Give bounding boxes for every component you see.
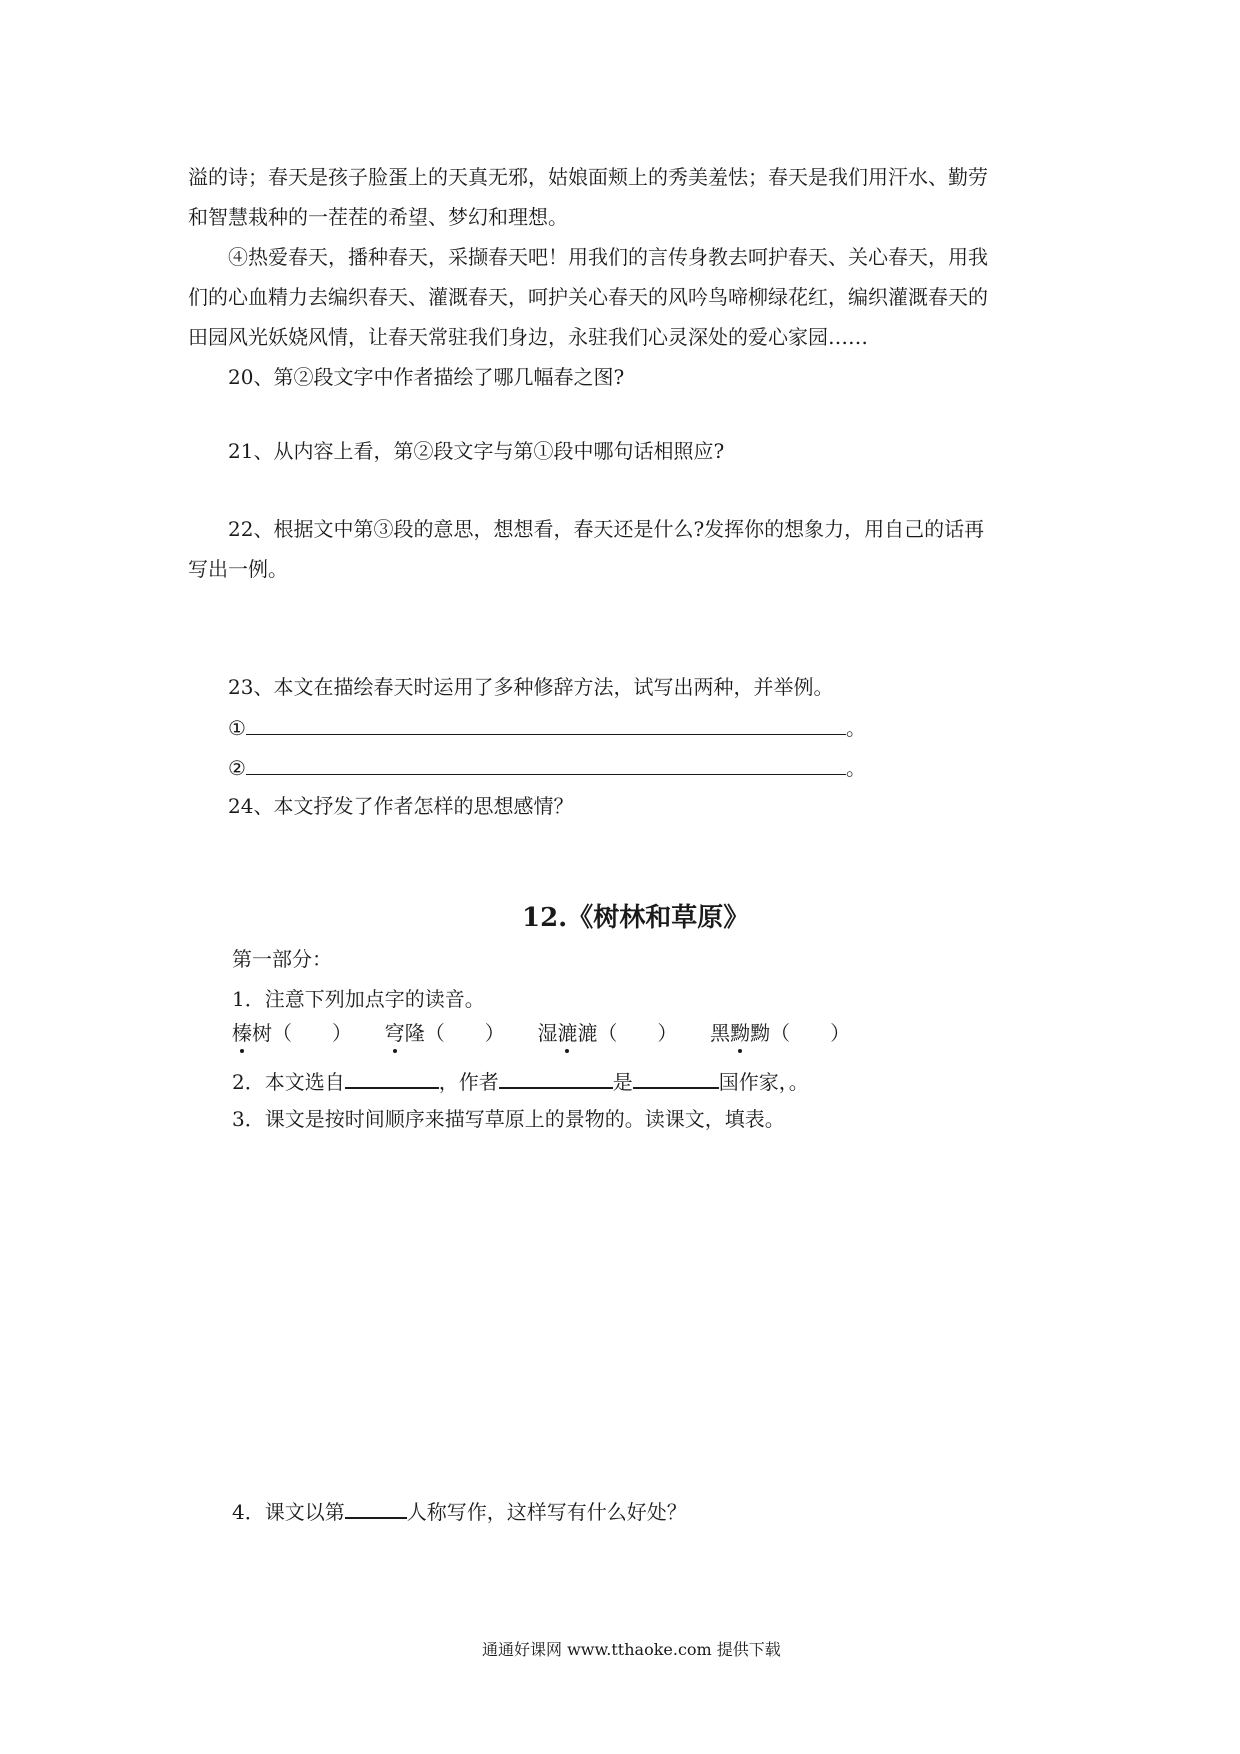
answer-line-2 [228, 752, 866, 782]
pinyin-item: 穹隆（ ） [384, 1021, 505, 1045]
page-footer: 通通好课网 www.tthaoke.com 提供下载 [482, 1640, 781, 1659]
dotted-char: 漉 [557, 1021, 578, 1045]
item-2: 2．本文选自 ，作者 是 国作家，。 [232, 1065, 809, 1096]
dotted-char: 穹 [384, 1021, 405, 1045]
question-21: 21、从内容上看，第②段文字与第①段中哪句话相照应? [228, 439, 725, 463]
dotted-char: 黝 [730, 1021, 751, 1045]
answer-parens[interactable]: （ ） [597, 1021, 678, 1045]
passage-line: 和智慧栽种的一茬茬的希望、梦幻和理想。 [188, 205, 568, 229]
answer-blank-1[interactable] [246, 712, 846, 735]
answer-parens[interactable]: （ ） [272, 1021, 352, 1045]
question-20: 20、第②段文字中作者描绘了哪几幅春之图? [228, 365, 625, 389]
passage-line: 溢的诗；春天是孩子脸蛋上的天真无邪，姑娘面颊上的秀美羞怯；春天是我们用汗水、勤劳 [188, 165, 988, 189]
question-22: 22、根据文中第③段的意思，想想看，春天还是什么?发挥你的想象力，用自己的话再 [228, 517, 985, 541]
section-title: 12.《树林和草原》 [522, 903, 750, 933]
person-blank[interactable] [345, 1495, 407, 1519]
pinyin-item: 黑黝黝（ ） [710, 1021, 851, 1045]
author-blank[interactable] [499, 1065, 613, 1089]
part-label: 第一部分： [232, 947, 332, 971]
answer-end-1: 。 [845, 716, 866, 740]
passage-line: 们的心血精力去编织春天、灌溉春天，呵护关心春天的风吟鸟啼柳绿花红，编织灌溉春天的 [188, 285, 988, 309]
answer-line-1 [228, 712, 866, 742]
dotted-char: 榛 [232, 1021, 252, 1045]
item-3: 3．课文是按时间顺序来描写草原上的景物的。读课文，填表。 [232, 1107, 785, 1131]
item-1: 1．注意下列加点字的读音。 [232, 987, 485, 1011]
question-24: 24、本文抒发了作者怎样的思想感情？ [228, 794, 574, 818]
pinyin-item: 湿漉漉（ ） [537, 1021, 678, 1045]
question-23: 23、本文在描绘春天时运用了多种修辞方法，试写出两种，并举例。 [228, 675, 834, 699]
question-22-continued: 写出一例。 [188, 557, 288, 581]
answer-blank-2[interactable] [246, 752, 846, 775]
pinyin-item: 榛树（ ） [232, 1021, 352, 1045]
passage-paragraph-4-start: ④热爱春天，播种春天，采撷春天吧！用我们的言传身教去呵护春天、关心春天，用我 [228, 245, 988, 269]
nationality-blank[interactable] [633, 1065, 719, 1089]
answer-parens[interactable]: （ ） [770, 1021, 851, 1045]
answer-parens[interactable]: （ ） [424, 1021, 505, 1045]
item-4: 4．课文以第 人称写作，这样写有什么好处？ [232, 1495, 687, 1526]
source-blank[interactable] [345, 1065, 439, 1089]
passage-line: 田园风光妖娆风情，让春天常驻我们身边，永驻我们心灵深处的爱心家园…… [188, 325, 868, 349]
answer-end-2: 。 [845, 756, 866, 780]
answer-marker-2: ② [228, 756, 246, 780]
answer-marker-1: ① [228, 716, 246, 740]
pinyin-items-row [232, 1019, 850, 1047]
